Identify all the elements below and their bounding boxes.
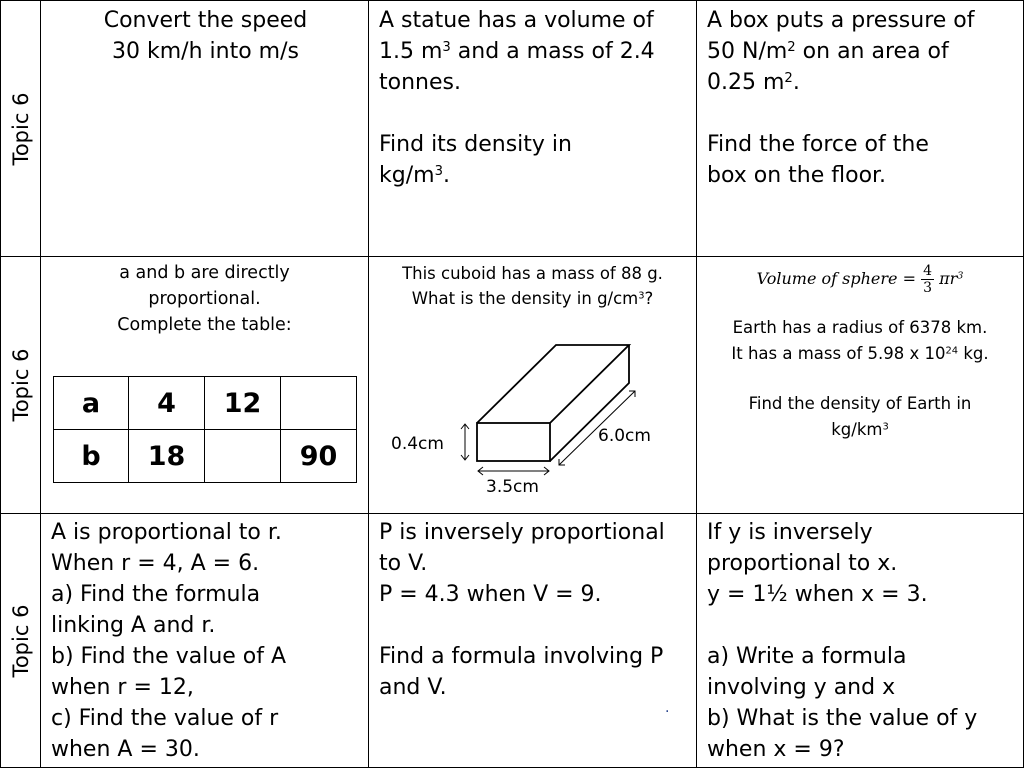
card-cuboid	[369, 257, 697, 514]
cuboid-depth-label: 6.0cm	[598, 426, 651, 446]
card-direct-line: linking A and r.	[51, 613, 216, 638]
card-earth-line: $kg/km^3$	[831, 420, 889, 439]
card-inverse-pv-line: to V.	[379, 551, 428, 576]
topic-label-cell-3	[0, 514, 41, 768]
card-earth-line: Earth has a radius of 6378 km.	[732, 318, 988, 337]
card-inverse-xy	[697, 514, 1024, 768]
card-inverse-xy-line: when x = 9?	[707, 737, 845, 762]
stray-dot: .	[665, 700, 670, 716]
table-row	[54, 377, 357, 430]
card-inverse-xy-line: a) Write a formula	[707, 644, 907, 669]
topic-label-cell-1	[0, 0, 41, 257]
card-inverse-xy-line: involving y and x	[707, 675, 896, 700]
card-proportional-line: Complete the table:	[117, 315, 292, 335]
table-row	[54, 430, 357, 483]
cuboid-top-edge	[477, 345, 629, 423]
table-cell: 18	[129, 430, 205, 483]
card-direct-line: when r = 12,	[51, 675, 194, 700]
sphere-volume-formula: Volume of sphere = $\frac{4}{3}$ $\pi r^3$	[756, 263, 964, 296]
card-direct-line: A is proportional to r.	[51, 520, 282, 545]
topic-label: Topic 6	[8, 92, 33, 165]
card-direct-line: a) Find the formula	[51, 582, 261, 607]
card-speed	[41, 0, 369, 257]
card-speed-line: Convert the speed	[103, 8, 308, 33]
formula-fraction: $\frac{4}{3}$	[923, 263, 932, 296]
proportion-table	[53, 376, 357, 483]
card-statue-line: 1.5 $m^3$ and a mass of 2.4	[379, 39, 655, 64]
card-inverse-xy-line: If y is inversely	[707, 520, 873, 545]
card-pressure	[697, 0, 1024, 257]
card-inverse-xy-line: proportional to x.	[707, 551, 898, 576]
card-direct-line: when A = 30.	[51, 737, 200, 762]
table-cell: 12	[205, 377, 281, 430]
card-inverse-xy-line: y = 1½ when x = 3.	[707, 582, 928, 607]
card-cuboid-line: What is the density in $g/cm^3$?	[411, 289, 654, 308]
card-proportional-table	[41, 257, 369, 514]
topic-label-cell-2	[0, 257, 41, 514]
card-direct-line: c) Find the value of r	[51, 706, 279, 731]
card-earth-line: Find the density of Earth in	[748, 394, 972, 413]
card-pressure-line: 0.25 $m^2$.	[707, 70, 800, 95]
card-direct-line: b) Find the value of A	[51, 644, 287, 669]
table-cell: 90	[281, 430, 357, 483]
card-direct-proportion	[41, 514, 369, 768]
card-inverse-pv	[369, 514, 697, 768]
card-statue-line: tonnes.	[379, 70, 461, 95]
table-cell: 4	[129, 377, 205, 430]
card-statue-line: $kg/m^3$.	[379, 163, 450, 188]
table-cell: b	[54, 430, 129, 483]
cuboid-height-label: 0.4cm	[391, 434, 444, 454]
card-pressure-line: box on the floor.	[707, 163, 887, 188]
card-direct-line: When r = 4, A = 6.	[51, 551, 260, 576]
card-earth-density	[697, 257, 1024, 514]
topic-label: Topic 6	[8, 348, 33, 422]
card-inverse-pv-line: Find a formula involving P	[379, 644, 664, 669]
cuboid-width-label: 3.5cm	[486, 477, 539, 497]
card-proportional-line: proportional.	[148, 289, 261, 309]
table-cell	[205, 430, 281, 483]
cuboid-front-face	[477, 423, 550, 461]
table-cell	[281, 377, 357, 430]
card-inverse-pv-line: and V.	[379, 675, 447, 700]
card-inverse-pv-line: P is inversely proportional	[379, 520, 665, 545]
card-pressure-line: A box puts a pressure of	[707, 8, 975, 33]
card-statue-line: Find its density in	[379, 132, 572, 157]
card-statue	[369, 0, 697, 257]
card-speed-line: 30 km/h into m/s	[112, 39, 299, 64]
card-earth-line: It has a mass of 5.98 x $10^{24}$ kg.	[731, 344, 989, 363]
card-inverse-pv-line: P = 4.3 when V = 9.	[379, 582, 602, 607]
card-pressure-line: Find the force of the	[707, 132, 929, 157]
card-statue-line: A statue has a volume of	[379, 8, 654, 33]
card-inverse-xy-line: b) What is the value of y	[707, 706, 978, 731]
topic-label: Topic 6	[8, 604, 33, 677]
table-cell: a	[54, 377, 129, 430]
card-proportional-line: a and b are directly	[119, 263, 290, 283]
card-cuboid-line: This cuboid has a mass of 88 g.	[402, 264, 663, 283]
card-pressure-line: 50 $N/m^2$ on an area of	[707, 39, 949, 64]
